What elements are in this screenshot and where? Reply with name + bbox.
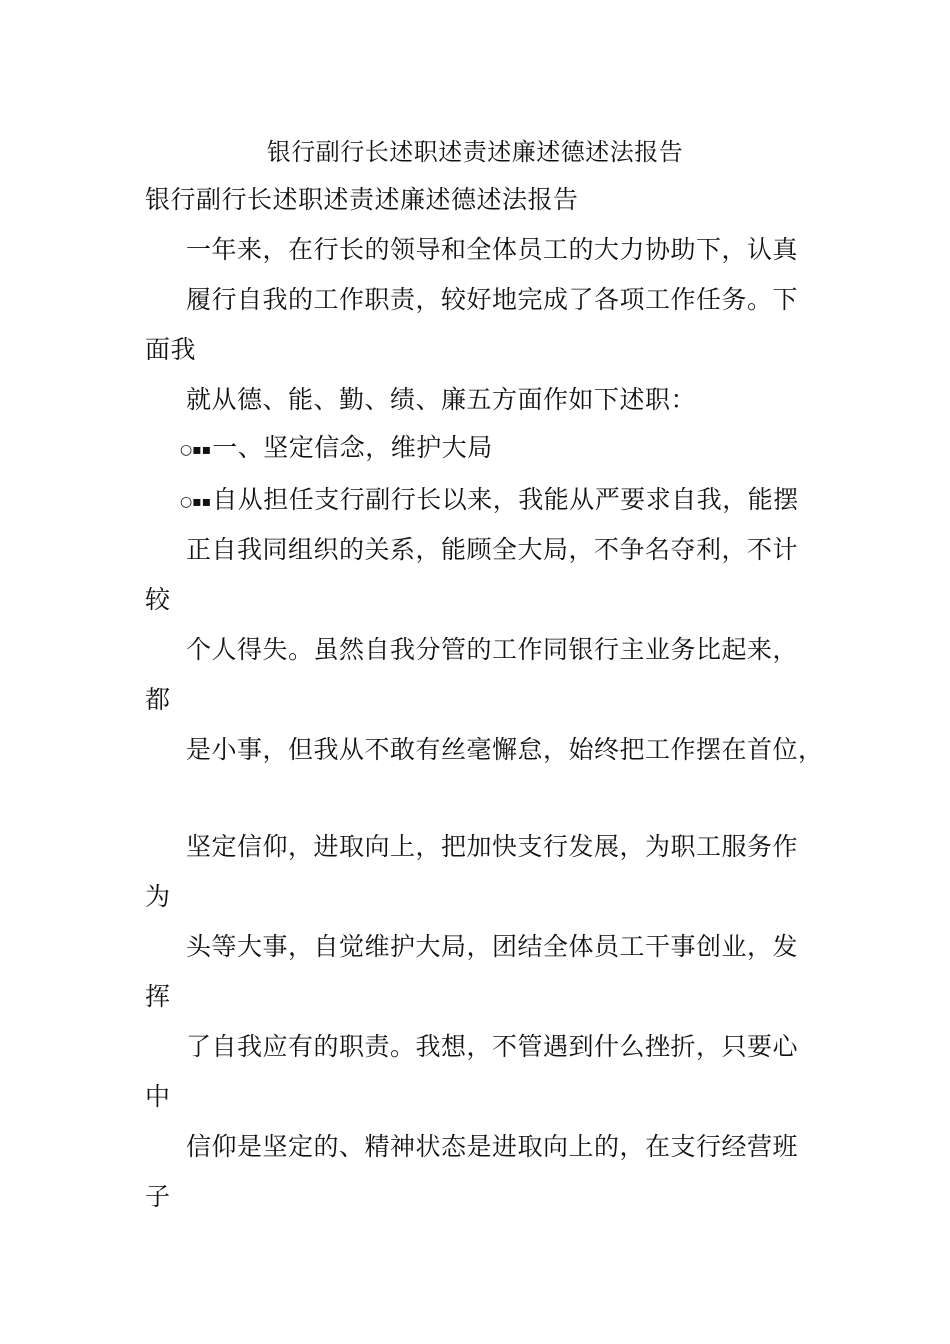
paragraph-line: 中: [145, 1082, 171, 1111]
paragraph-line: 子: [145, 1182, 171, 1211]
bullet-icon: ○▪▪: [180, 441, 212, 458]
paragraph-line: 是小事，但我从不敢有丝毫懈怠，始终把工作摆在首位，: [186, 735, 824, 764]
paragraph-line: 挥: [145, 982, 171, 1011]
bullet-line: [180, 485, 799, 517]
section-heading: 一、坚定信念，维护大局: [212, 433, 493, 462]
paragraph-line: 较: [145, 585, 171, 614]
paragraph-text: 自从担任支行副行长以来，我能从严要求自我，能摆: [212, 485, 799, 514]
paragraph-line: 履行自我的工作职责，较好地完成了各项工作任务。下: [186, 285, 799, 314]
paragraph-line: 头等大事，自觉维护大局，团结全体员工干事创业，发: [186, 932, 799, 961]
paragraph-line: 面我: [145, 335, 197, 364]
paragraph-line: 坚定信仰，进取向上，把加快支行发展，为职工服务作: [186, 832, 799, 861]
paragraph-line: 个人得失。虽然自我分管的工作同银行主业务比起来，: [186, 635, 799, 664]
document-title: 银行副行长述职述责述廉述德述法报告: [266, 138, 684, 166]
bullet-icon: ○▪▪: [180, 493, 212, 510]
paragraph-line: 信仰是坚定的、精神状态是进取向上的，在支行经营班: [186, 1132, 799, 1161]
paragraph-line: 都: [145, 685, 171, 714]
paragraph-line: 就从德、能、勤、绩、廉五方面作如下述职：: [186, 385, 697, 414]
heading-line: 银行副行长述职述责述廉述德述法报告: [145, 185, 579, 214]
paragraph-line: 为: [145, 882, 171, 911]
paragraph-line: 一年来，在行长的领导和全体员工的大力协助下，认真: [186, 235, 799, 264]
bullet-line: [180, 433, 493, 465]
paragraph-line: 了自我应有的职责。我想，不管遇到什么挫折，只要心: [186, 1032, 799, 1061]
paragraph-line: 正自我同组织的关系，能顾全大局，不争名夺利，不计: [186, 535, 799, 564]
